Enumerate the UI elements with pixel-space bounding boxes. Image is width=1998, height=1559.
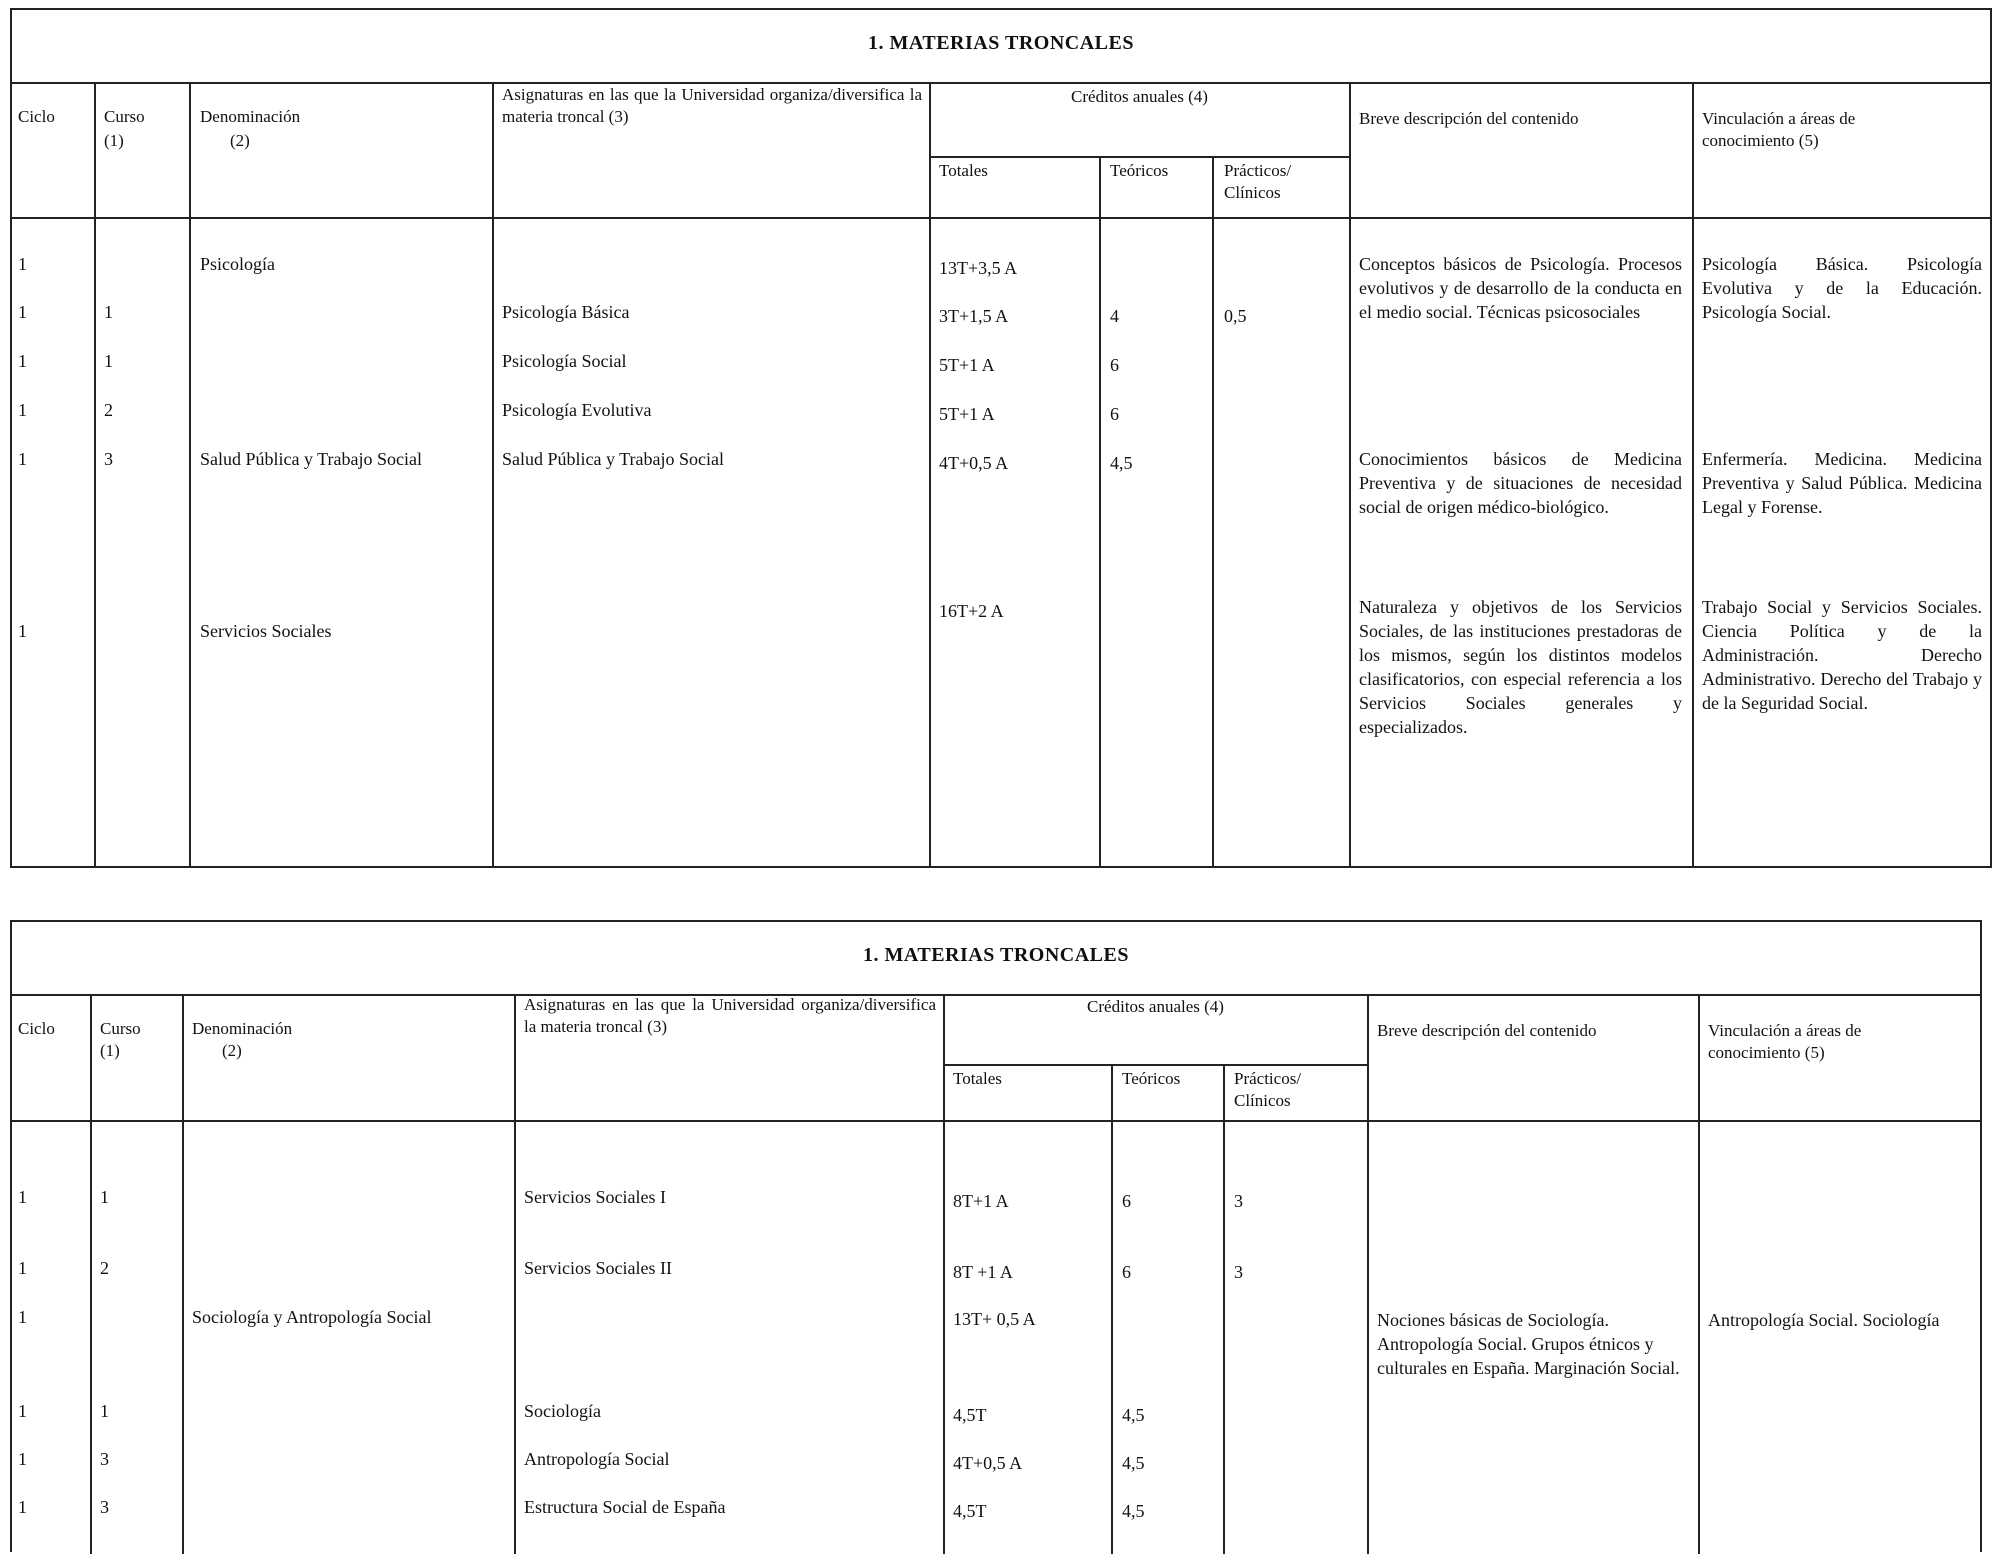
cell-teoricos: 4,5	[1110, 453, 1133, 473]
cell-totales: 4,5T	[953, 1501, 987, 1521]
cell-ciclo: 1	[18, 1497, 27, 1517]
cell-asignatura: Antropología Social	[524, 1449, 670, 1469]
divider	[12, 1120, 1980, 1122]
header-ciclo: Ciclo	[18, 107, 55, 126]
divider	[94, 82, 96, 866]
cell-totales: 13T+ 0,5 A	[953, 1309, 1036, 1329]
cell-ciclo: 1	[18, 1187, 27, 1207]
cell-asignatura: Estructura Social de España	[524, 1497, 726, 1517]
cell-curso: 3	[100, 1497, 109, 1517]
cell-teoricos: 4	[1110, 306, 1119, 326]
cell-teoricos: 4,5	[1122, 1501, 1145, 1521]
troncales-table-2	[10, 920, 1982, 1552]
cell-curso: 1	[100, 1187, 109, 1207]
header-vinculacion: Vinculación a áreas de conocimiento (5)	[1708, 1021, 1862, 1062]
header-totales: Totales	[953, 1069, 1002, 1088]
cell-teoricos: 6	[1110, 404, 1119, 424]
header-denominacion: Denominación	[192, 1019, 293, 1038]
cell-curso: 1	[100, 1401, 109, 1421]
divider	[943, 994, 945, 1554]
divider	[929, 156, 1350, 158]
cell-practicos: 3	[1234, 1262, 1243, 1282]
header-practicos: Prácticos/ Clínicos	[1234, 1069, 1302, 1110]
cell-curso: 1	[104, 302, 113, 322]
header-descripcion: Breve descripción del contenido	[1377, 1021, 1597, 1040]
cell-descripcion: Conocimientos básicos de Medicina Preventiva y de situaciones de necesidad social de origen médico-biológico.	[1359, 449, 1682, 517]
cell-denominacion: Psicología	[200, 254, 275, 274]
cell-asignatura: Salud Pública y Trabajo Social	[502, 449, 724, 469]
cell-curso: 2	[104, 400, 113, 420]
divider	[943, 1064, 1368, 1066]
divider	[1099, 156, 1101, 866]
cell-curso: 1	[104, 351, 113, 371]
divider	[189, 82, 191, 866]
header-creditos: Créditos anuales (4)	[1071, 87, 1208, 106]
cell-ciclo: 1	[18, 1258, 27, 1278]
cell-asignatura: Psicología Social	[502, 351, 627, 371]
header-denominacion-note: (2)	[230, 131, 250, 150]
cell-denominacion: Servicios Sociales	[200, 621, 332, 641]
cell-totales: 5T+1 A	[939, 404, 995, 424]
cell-ciclo: 1	[18, 1449, 27, 1469]
header-totales: Totales	[939, 161, 988, 180]
divider	[90, 994, 92, 1554]
cell-teoricos: 4,5	[1122, 1405, 1145, 1425]
divider	[1111, 1064, 1113, 1554]
header-curso-note: (1)	[100, 1041, 120, 1060]
cell-totales: 16T+2 A	[939, 601, 1004, 621]
cell-teoricos: 6	[1122, 1191, 1131, 1211]
cell-ciclo: 1	[18, 621, 27, 641]
table-title: 1. MATERIAS TRONCALES	[863, 944, 1129, 966]
cell-vinculacion: Psicología Básica. Psicología Evolutiva y de la Educación. Psicología Social.	[1702, 254, 1982, 322]
cell-totales: 8T+1 A	[953, 1191, 1009, 1211]
cell-totales: 13T+3,5 A	[939, 258, 1018, 278]
header-creditos: Créditos anuales (4)	[1087, 997, 1224, 1016]
table-title: 1. MATERIAS TRONCALES	[868, 32, 1134, 54]
cell-curso: 2	[100, 1258, 109, 1278]
header-practicos: Prácticos/ Clínicos	[1224, 161, 1292, 202]
header-teoricos: Teóricos	[1122, 1069, 1181, 1088]
cell-teoricos: 6	[1122, 1262, 1131, 1282]
cell-ciclo: 1	[18, 449, 27, 469]
header-descripcion: Breve descripción del contenido	[1359, 109, 1579, 128]
cell-asignatura: Psicología Evolutiva	[502, 400, 652, 420]
header-ciclo: Ciclo	[18, 1019, 55, 1038]
header-curso: Curso	[104, 107, 145, 126]
divider	[1212, 156, 1214, 866]
cell-vinculacion: Trabajo Social y Servicios Sociales. Ciencia Política y de la Administración. Derecho Administrativo. Derecho del Trabajo y de la Seguridad Social.	[1702, 597, 1982, 713]
cell-asignatura: Servicios Sociales I	[524, 1187, 666, 1207]
cell-ciclo: 1	[18, 351, 27, 371]
divider	[1223, 1064, 1225, 1554]
header-vinculacion: Vinculación a áreas de conocimiento (5)	[1702, 109, 1856, 150]
troncales-table-1	[10, 8, 1992, 868]
cell-ciclo: 1	[18, 1401, 27, 1421]
header-curso: Curso	[100, 1019, 141, 1038]
header-denominacion-note: (2)	[222, 1041, 242, 1060]
cell-denominacion: Salud Pública y Trabajo Social	[200, 449, 422, 469]
cell-vinculacion: Antropología Social. Sociología	[1708, 1310, 1940, 1330]
cell-descripcion: Nociones básicas de Sociología. Antropología Social. Grupos étnicos y culturales en España. Marginación Social.	[1377, 1310, 1680, 1378]
divider	[182, 994, 184, 1554]
cell-ciclo: 1	[18, 254, 27, 274]
divider	[492, 82, 494, 866]
cell-teoricos: 4,5	[1122, 1453, 1145, 1473]
cell-ciclo: 1	[18, 400, 27, 420]
cell-vinculacion: Enfermería. Medicina. Medicina Preventiva y Salud Pública. Medicina Legal y Forense.	[1702, 449, 1982, 517]
cell-totales: 8T +1 A	[953, 1262, 1013, 1282]
divider	[929, 82, 931, 866]
cell-descripcion: Naturaleza y objetivos de los Servicios Sociales, de las instituciones prestadoras de los mismos, según los distintos modelos clasificatorios, con especial referencia a los Servicios Sociales generales y especializados.	[1359, 597, 1682, 737]
cell-descripcion: Conceptos básicos de Psicología. Procesos evolutivos y de desarrollo de la conducta en el medio social. Técnicas psicosociales	[1359, 254, 1682, 322]
cell-practicos: 3	[1234, 1191, 1243, 1211]
cell-asignatura: Sociología	[524, 1401, 601, 1421]
divider	[1698, 994, 1700, 1554]
header-teoricos: Teóricos	[1110, 161, 1169, 180]
header-denominacion: Denominación	[200, 107, 301, 126]
cell-totales: 4T+0,5 A	[953, 1453, 1023, 1473]
cell-totales: 4T+0,5 A	[939, 453, 1009, 473]
cell-asignatura: Psicología Básica	[502, 302, 630, 322]
cell-curso: 3	[104, 449, 113, 469]
header-asignaturas: Asignaturas en las que la Universidad organiza/diversifica la materia troncal (3)	[502, 85, 922, 126]
cell-practicos: 0,5	[1224, 306, 1247, 326]
cell-curso: 3	[100, 1449, 109, 1469]
cell-totales: 5T+1 A	[939, 355, 995, 375]
header-asignaturas: Asignaturas en las que la Universidad organiza/diversifica la materia troncal (3)	[524, 995, 936, 1036]
divider	[1367, 994, 1369, 1554]
cell-totales: 3T+1,5 A	[939, 306, 1009, 326]
divider	[1349, 82, 1351, 866]
divider	[1692, 82, 1694, 866]
cell-asignatura: Servicios Sociales II	[524, 1258, 672, 1278]
cell-teoricos: 6	[1110, 355, 1119, 375]
header-curso-note: (1)	[104, 131, 124, 150]
divider	[514, 994, 516, 1554]
cell-ciclo: 1	[18, 1307, 27, 1327]
cell-ciclo: 1	[18, 302, 27, 322]
cell-totales: 4,5T	[953, 1405, 987, 1425]
cell-denominacion: Sociología y Antropología Social	[192, 1307, 432, 1327]
